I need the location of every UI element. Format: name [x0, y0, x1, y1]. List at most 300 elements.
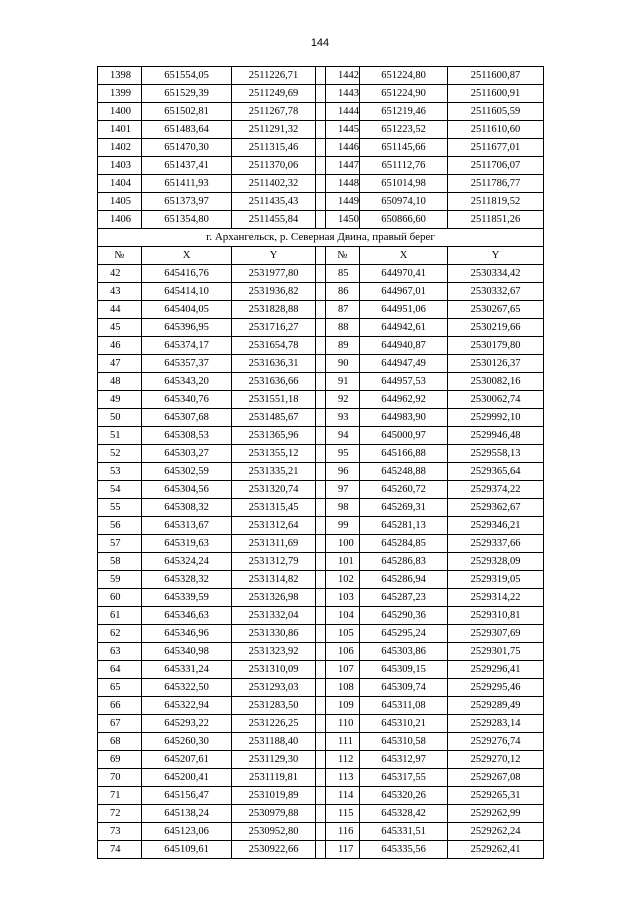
point-number: 66 — [98, 697, 142, 715]
coord-x: 644970,41 — [360, 265, 448, 283]
point-number: 116 — [326, 823, 360, 841]
column-gap — [316, 463, 326, 481]
point-number: 94 — [326, 427, 360, 445]
coord-y: 2529283,14 — [448, 715, 544, 733]
point-number: 1399 — [98, 85, 142, 103]
table-row — [98, 481, 544, 499]
column-gap — [316, 175, 326, 193]
coord-x: 645346,63 — [142, 607, 232, 625]
coord-x: 644983,90 — [360, 409, 448, 427]
column-header-y: Y — [232, 247, 316, 265]
coord-x: 645281,13 — [360, 517, 448, 535]
coord-y: 2531828,88 — [232, 301, 316, 319]
column-gap — [316, 445, 326, 463]
point-number: 56 — [98, 517, 142, 535]
coord-x: 645308,32 — [142, 499, 232, 517]
coord-y: 2531716,27 — [232, 319, 316, 337]
column-gap — [316, 823, 326, 841]
point-number: 85 — [326, 265, 360, 283]
column-header-no: № — [98, 247, 142, 265]
table-row — [98, 67, 544, 85]
coord-y: 2529365,64 — [448, 463, 544, 481]
column-gap — [316, 715, 326, 733]
coord-x: 645320,26 — [360, 787, 448, 805]
coord-x: 644951,06 — [360, 301, 448, 319]
coord-y: 2529374,22 — [448, 481, 544, 499]
coord-y: 2531335,21 — [232, 463, 316, 481]
point-number: 90 — [326, 355, 360, 373]
table-row — [98, 661, 544, 679]
table-row — [98, 805, 544, 823]
column-header-y: Y — [448, 247, 544, 265]
coord-x: 645324,24 — [142, 553, 232, 571]
coord-x: 645328,42 — [360, 805, 448, 823]
point-number: 65 — [98, 679, 142, 697]
column-gap — [316, 211, 326, 229]
column-gap — [316, 679, 326, 697]
coord-y: 2531226,25 — [232, 715, 316, 733]
coord-y: 2511600,87 — [448, 67, 544, 85]
coord-x: 651437,41 — [142, 157, 232, 175]
coord-x: 645109,61 — [142, 841, 232, 859]
coord-y: 2530179,80 — [448, 337, 544, 355]
table-row — [98, 319, 544, 337]
coord-x: 651529,39 — [142, 85, 232, 103]
coord-x: 645207,61 — [142, 751, 232, 769]
point-number: 103 — [326, 589, 360, 607]
coord-y: 2531293,03 — [232, 679, 316, 697]
column-gap — [316, 355, 326, 373]
column-gap — [316, 391, 326, 409]
coord-y: 2529289,49 — [448, 697, 544, 715]
column-gap — [316, 841, 326, 859]
section-header — [98, 229, 544, 265]
coord-y: 2530332,67 — [448, 283, 544, 301]
point-number: 117 — [326, 841, 360, 859]
coord-x: 644957,53 — [360, 373, 448, 391]
column-gap — [316, 157, 326, 175]
point-number: 71 — [98, 787, 142, 805]
point-number: 63 — [98, 643, 142, 661]
coord-y: 2530952,80 — [232, 823, 316, 841]
page-number: 144 — [310, 37, 330, 49]
coord-x: 645166,88 — [360, 445, 448, 463]
coord-x: 645331,24 — [142, 661, 232, 679]
coord-y: 2511600,91 — [448, 85, 544, 103]
coord-x: 644942,61 — [360, 319, 448, 337]
coord-y: 2511605,59 — [448, 103, 544, 121]
point-number: 55 — [98, 499, 142, 517]
coord-x: 651223,52 — [360, 121, 448, 139]
coord-y: 2529262,24 — [448, 823, 544, 841]
point-number: 70 — [98, 769, 142, 787]
table-row — [98, 679, 544, 697]
coord-y: 2529296,41 — [448, 661, 544, 679]
point-number: 107 — [326, 661, 360, 679]
coord-y: 2531320,74 — [232, 481, 316, 499]
table-row — [98, 139, 544, 157]
coord-x: 645319,63 — [142, 535, 232, 553]
point-number: 108 — [326, 679, 360, 697]
point-number: 1402 — [98, 139, 142, 157]
table-row — [98, 517, 544, 535]
column-header-x: X — [360, 247, 448, 265]
coord-y: 2511291,32 — [232, 121, 316, 139]
coord-x: 645308,53 — [142, 427, 232, 445]
coord-y: 2531315,45 — [232, 499, 316, 517]
column-gap — [316, 103, 326, 121]
coord-y: 2531636,31 — [232, 355, 316, 373]
coord-y: 2529276,74 — [448, 733, 544, 751]
table-row — [98, 535, 544, 553]
column-header-x: X — [142, 247, 232, 265]
table-row — [98, 841, 544, 859]
coord-y: 2531654,78 — [232, 337, 316, 355]
coord-x: 645295,24 — [360, 625, 448, 643]
table-row — [98, 445, 544, 463]
point-number: 87 — [326, 301, 360, 319]
point-number: 106 — [326, 643, 360, 661]
coord-x: 645414,10 — [142, 283, 232, 301]
point-number: 1405 — [98, 193, 142, 211]
coord-x: 645357,37 — [142, 355, 232, 373]
point-number: 1444 — [326, 103, 360, 121]
point-number: 50 — [98, 409, 142, 427]
column-gap — [316, 85, 326, 103]
coord-x: 645303,27 — [142, 445, 232, 463]
column-gap — [316, 427, 326, 445]
coordinates-table — [97, 66, 544, 859]
column-gap — [316, 769, 326, 787]
point-number: 44 — [98, 301, 142, 319]
coord-x: 650974,10 — [360, 193, 448, 211]
table-row — [98, 211, 544, 229]
column-gap — [316, 481, 326, 499]
coord-y: 2530062,74 — [448, 391, 544, 409]
point-number: 45 — [98, 319, 142, 337]
coord-y: 2531551,18 — [232, 391, 316, 409]
coord-y: 2531314,82 — [232, 571, 316, 589]
table-row — [98, 625, 544, 643]
coord-y: 2529295,46 — [448, 679, 544, 697]
coord-y: 2511786,77 — [448, 175, 544, 193]
coord-y: 2529946,48 — [448, 427, 544, 445]
coord-y: 2529310,81 — [448, 607, 544, 625]
point-number: 1398 — [98, 67, 142, 85]
coord-y: 2530082,16 — [448, 373, 544, 391]
coord-x: 645416,76 — [142, 265, 232, 283]
point-number: 60 — [98, 589, 142, 607]
point-number: 89 — [326, 337, 360, 355]
top-rows — [98, 67, 544, 229]
coord-y: 2531310,09 — [232, 661, 316, 679]
coord-y: 2529307,69 — [448, 625, 544, 643]
coord-x: 645200,41 — [142, 769, 232, 787]
coord-x: 645304,56 — [142, 481, 232, 499]
column-gap — [316, 553, 326, 571]
coord-x: 645156,47 — [142, 787, 232, 805]
coord-y: 2529319,05 — [448, 571, 544, 589]
coord-y: 2529558,13 — [448, 445, 544, 463]
coord-x: 645317,55 — [360, 769, 448, 787]
coord-x: 651470,30 — [142, 139, 232, 157]
coord-x: 651554,05 — [142, 67, 232, 85]
coord-y: 2511315,46 — [232, 139, 316, 157]
point-number: 49 — [98, 391, 142, 409]
point-number: 57 — [98, 535, 142, 553]
coord-x: 645260,72 — [360, 481, 448, 499]
point-number: 115 — [326, 805, 360, 823]
coord-x: 645309,15 — [360, 661, 448, 679]
column-gap — [316, 571, 326, 589]
coord-y: 2531311,69 — [232, 535, 316, 553]
coord-x: 645302,59 — [142, 463, 232, 481]
coord-x: 645307,68 — [142, 409, 232, 427]
table-row — [98, 427, 544, 445]
point-number: 114 — [326, 787, 360, 805]
coord-x: 645374,17 — [142, 337, 232, 355]
column-gap — [316, 301, 326, 319]
column-gap — [316, 67, 326, 85]
coord-y: 2531326,98 — [232, 589, 316, 607]
coord-y: 2529362,67 — [448, 499, 544, 517]
point-number: 1442 — [326, 67, 360, 85]
coord-x: 645287,23 — [360, 589, 448, 607]
point-number: 1400 — [98, 103, 142, 121]
point-number: 111 — [326, 733, 360, 751]
coord-x: 645312,97 — [360, 751, 448, 769]
coord-y: 2529314,22 — [448, 589, 544, 607]
coord-x: 645310,21 — [360, 715, 448, 733]
table-row — [98, 337, 544, 355]
point-number: 59 — [98, 571, 142, 589]
point-number: 54 — [98, 481, 142, 499]
column-gap — [316, 193, 326, 211]
table-row — [98, 373, 544, 391]
coord-x: 645310,58 — [360, 733, 448, 751]
point-number: 1450 — [326, 211, 360, 229]
coord-y: 2530126,37 — [448, 355, 544, 373]
coord-y: 2529301,75 — [448, 643, 544, 661]
coord-x: 645286,83 — [360, 553, 448, 571]
coord-y: 2511435,43 — [232, 193, 316, 211]
column-gap — [316, 733, 326, 751]
coord-x: 644947,49 — [360, 355, 448, 373]
coord-y: 2511226,71 — [232, 67, 316, 85]
coord-y: 2530979,88 — [232, 805, 316, 823]
coord-x: 651145,66 — [360, 139, 448, 157]
coord-x: 651112,76 — [360, 157, 448, 175]
table-row — [98, 85, 544, 103]
coord-x: 645404,05 — [142, 301, 232, 319]
point-number: 92 — [326, 391, 360, 409]
table-row — [98, 769, 544, 787]
point-number: 109 — [326, 697, 360, 715]
coord-x: 645123,06 — [142, 823, 232, 841]
column-gap — [316, 787, 326, 805]
point-number: 105 — [326, 625, 360, 643]
column-gap — [316, 751, 326, 769]
coord-x: 651411,93 — [142, 175, 232, 193]
coord-y: 2511370,06 — [232, 157, 316, 175]
table-row — [98, 697, 544, 715]
coord-y: 2511851,26 — [448, 211, 544, 229]
coord-x: 645309,74 — [360, 679, 448, 697]
table-row — [98, 589, 544, 607]
point-number: 1447 — [326, 157, 360, 175]
column-gap — [316, 499, 326, 517]
coord-x: 645290,36 — [360, 607, 448, 625]
point-number: 86 — [326, 283, 360, 301]
coord-y: 2511677,01 — [448, 139, 544, 157]
coord-x: 645340,76 — [142, 391, 232, 409]
coord-y: 2531365,96 — [232, 427, 316, 445]
coord-y: 2529346,21 — [448, 517, 544, 535]
column-gap — [316, 517, 326, 535]
coord-x: 645335,56 — [360, 841, 448, 859]
point-number: 100 — [326, 535, 360, 553]
point-number: 42 — [98, 265, 142, 283]
table-row — [98, 355, 544, 373]
coord-x: 645331,51 — [360, 823, 448, 841]
coord-y: 2529262,41 — [448, 841, 544, 859]
table-row — [98, 787, 544, 805]
section-title: г. Архангельск, р. Северная Двина, правый берег — [98, 229, 544, 247]
coord-x: 645138,24 — [142, 805, 232, 823]
table-row — [98, 103, 544, 121]
column-gap — [316, 535, 326, 553]
point-number: 46 — [98, 337, 142, 355]
coord-y: 2511610,60 — [448, 121, 544, 139]
column-gap — [316, 625, 326, 643]
point-number: 1446 — [326, 139, 360, 157]
coord-y: 2529267,08 — [448, 769, 544, 787]
point-number: 69 — [98, 751, 142, 769]
point-number: 91 — [326, 373, 360, 391]
point-number: 53 — [98, 463, 142, 481]
coord-y: 2531977,80 — [232, 265, 316, 283]
coord-x: 645284,85 — [360, 535, 448, 553]
coord-y: 2511455,84 — [232, 211, 316, 229]
point-number: 1443 — [326, 85, 360, 103]
point-number: 101 — [326, 553, 360, 571]
coord-x: 651373,97 — [142, 193, 232, 211]
column-gap — [316, 319, 326, 337]
coord-x: 645339,59 — [142, 589, 232, 607]
point-number: 1445 — [326, 121, 360, 139]
coord-x: 645293,22 — [142, 715, 232, 733]
coord-x: 651224,90 — [360, 85, 448, 103]
coord-x: 644967,01 — [360, 283, 448, 301]
coord-x: 644962,92 — [360, 391, 448, 409]
table-row — [98, 643, 544, 661]
coordinate-rows — [98, 265, 544, 859]
coord-y: 2531019,89 — [232, 787, 316, 805]
column-gap — [316, 337, 326, 355]
coord-y: 2531936,82 — [232, 283, 316, 301]
coord-x: 651354,80 — [142, 211, 232, 229]
point-number: 1449 — [326, 193, 360, 211]
table-row — [98, 193, 544, 211]
point-number: 1404 — [98, 175, 142, 193]
coord-y: 2531355,12 — [232, 445, 316, 463]
point-number: 68 — [98, 733, 142, 751]
table-row — [98, 823, 544, 841]
column-gap — [316, 409, 326, 427]
column-gap — [316, 283, 326, 301]
table-row — [98, 463, 544, 481]
coord-y: 2511706,07 — [448, 157, 544, 175]
coord-x: 645260,30 — [142, 733, 232, 751]
table-row — [98, 157, 544, 175]
column-gap — [316, 805, 326, 823]
coord-x: 645248,88 — [360, 463, 448, 481]
coord-x: 645322,50 — [142, 679, 232, 697]
point-number: 113 — [326, 769, 360, 787]
coord-y: 2531283,50 — [232, 697, 316, 715]
coord-y: 2529262,99 — [448, 805, 544, 823]
coord-y: 2531312,64 — [232, 517, 316, 535]
coord-y: 2530922,66 — [232, 841, 316, 859]
table-row — [98, 283, 544, 301]
coord-y: 2529337,66 — [448, 535, 544, 553]
point-number: 95 — [326, 445, 360, 463]
point-number: 99 — [326, 517, 360, 535]
coord-y: 2529265,31 — [448, 787, 544, 805]
point-number: 67 — [98, 715, 142, 733]
coord-y: 2529328,09 — [448, 553, 544, 571]
coord-x: 650866,60 — [360, 211, 448, 229]
point-number: 1406 — [98, 211, 142, 229]
coord-x: 651483,64 — [142, 121, 232, 139]
coord-y: 2531188,40 — [232, 733, 316, 751]
table-row — [98, 121, 544, 139]
coord-y: 2530219,66 — [448, 319, 544, 337]
point-number: 62 — [98, 625, 142, 643]
point-number: 73 — [98, 823, 142, 841]
coord-x: 651219,46 — [360, 103, 448, 121]
column-gap — [316, 265, 326, 283]
point-number: 61 — [98, 607, 142, 625]
point-number: 110 — [326, 715, 360, 733]
point-number: 96 — [326, 463, 360, 481]
coord-x: 645286,94 — [360, 571, 448, 589]
column-gap — [316, 661, 326, 679]
column-gap — [316, 247, 326, 265]
coord-x: 651502,81 — [142, 103, 232, 121]
coord-y: 2529270,12 — [448, 751, 544, 769]
point-number: 43 — [98, 283, 142, 301]
point-number: 1448 — [326, 175, 360, 193]
coord-x: 645396,95 — [142, 319, 232, 337]
coord-y: 2511402,32 — [232, 175, 316, 193]
point-number: 58 — [98, 553, 142, 571]
coord-x: 645328,32 — [142, 571, 232, 589]
coord-y: 2529992,10 — [448, 409, 544, 427]
coord-y: 2511249,69 — [232, 85, 316, 103]
point-number: 112 — [326, 751, 360, 769]
point-number: 88 — [326, 319, 360, 337]
coord-x: 644940,87 — [360, 337, 448, 355]
table-row — [98, 607, 544, 625]
coord-y: 2530267,65 — [448, 301, 544, 319]
table-row — [98, 553, 544, 571]
coord-x: 645346,96 — [142, 625, 232, 643]
point-number: 98 — [326, 499, 360, 517]
coord-y: 2511819,52 — [448, 193, 544, 211]
column-gap — [316, 643, 326, 661]
point-number: 97 — [326, 481, 360, 499]
